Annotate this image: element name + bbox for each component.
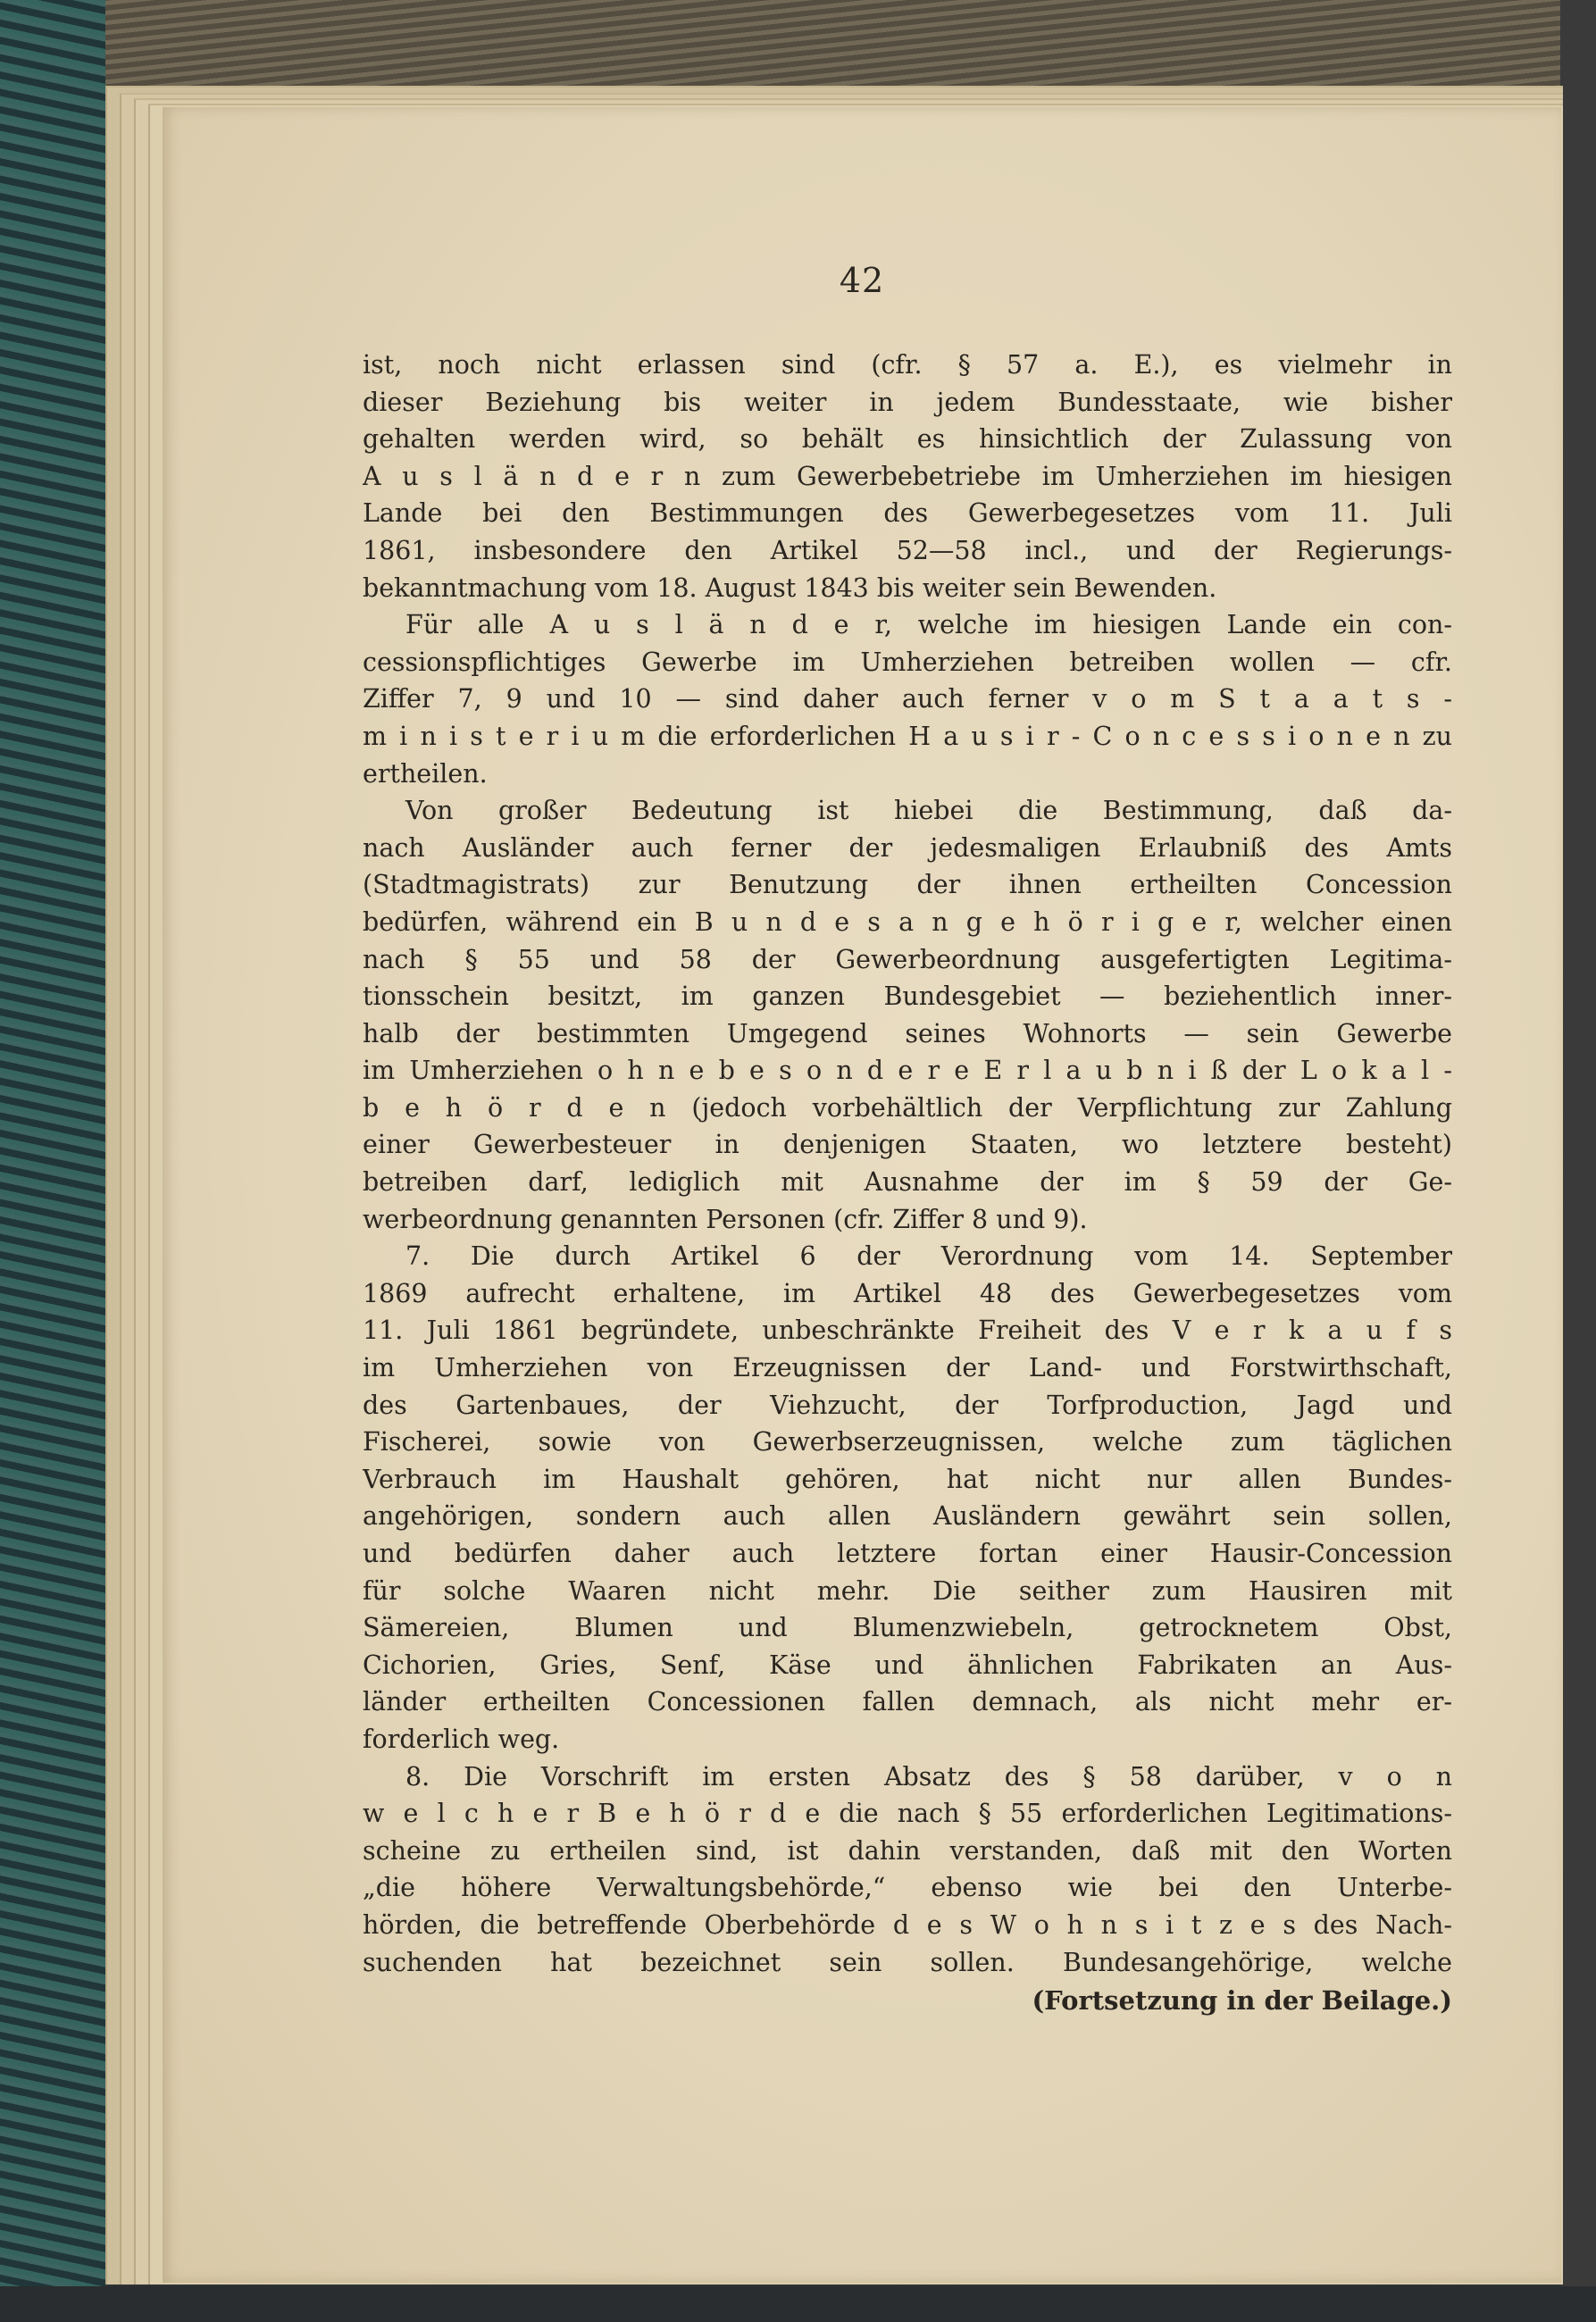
text-line: w e l c h e r B e h ö r d e die nach § 55 erforderlichen Legitimations- — [363, 1799, 1452, 1829]
text-line: des Gartenbaues, der Viehzucht, der Torfproduction, Jagd und — [363, 1390, 1452, 1420]
text-line: 1861, insbesondere den Artikel 52—58 incl., und der Regierungs- — [363, 535, 1452, 565]
body-text — [363, 347, 1452, 2020]
text-line: hörden, die betreffende Oberbehörde d e s W o h n s i t z e s des Nach- — [363, 1909, 1452, 1940]
text-line: Von großer Bedeutung ist hiebei die Bestimmung, daß da- — [405, 796, 1452, 826]
text-line: Cichorien, Gries, Senf, Käse und ähnlichen Fabrikaten an Aus- — [363, 1650, 1452, 1680]
text-line: dieser Beziehung bis weiter in jedem Bundesstaate, wie bisher — [363, 387, 1452, 417]
text-line: suchenden hat bezeichnet sein sollen. Bundesangehörige, welche — [363, 1947, 1452, 1977]
text-line: Fischerei, sowie von Gewerbserzeugnissen, welche zum täglichen — [363, 1427, 1452, 1458]
text-line: 11. Juli 1861 begründete, unbeschränkte Freiheit des V e r k a u f s — [363, 1316, 1452, 1346]
text-line: b e h ö r d e n (jedoch vorbehältlich der Verpflichtung zur Zahlung — [363, 1092, 1452, 1123]
text-line: (Stadtmagistrats) zur Benutzung der ihnen ertheilten Concession — [363, 870, 1452, 900]
book-right-edge — [1560, 0, 1596, 2322]
text-line: und bedürfen daher auch letztere fortan einer Hausir-Concession — [363, 1539, 1452, 1568]
text-line: A u s l ä n d e r n zum Gewerbebetriebe im Umherziehen im hiesigen — [363, 461, 1452, 491]
text-line: im Umherziehen o h n e b e s o n d e r e E r l a u b n i ß der L o k a l - — [363, 1056, 1452, 1086]
text-line: Ziffer 7, 9 und 10 — sind daher auch ferner v o m S t a a t s - — [363, 684, 1452, 714]
text-line: nach § 55 und 58 der Gewerbeordnung ausgefertigten Legitima- — [363, 944, 1452, 974]
text-line: länder ertheilten Concessionen fallen demnach, als nicht mehr er- — [363, 1687, 1452, 1717]
text-line: ist, noch nicht erlassen sind (cfr. § 57 a. E.), es vielmehr in — [363, 350, 1452, 380]
page-number: 42 — [839, 261, 885, 300]
book-bottom-edge — [0, 2286, 1596, 2322]
text-line: nach Ausländer auch ferner der jedesmaligen Erlaubniß des Amts — [363, 832, 1452, 863]
text-line: gehalten werden wird, so behält es hinsichtlich der Zulassung von — [363, 424, 1452, 455]
text-line: m i n i s t e r i u m die erforderlichen H a u s i r - C o n c e s s i o n e n zu — [363, 721, 1452, 751]
book-binding — [0, 0, 105, 2322]
text-line: tionsschein besitzt, im ganzen Bundesgebiet — beziehentlich inner- — [363, 981, 1452, 1012]
text-line: bedürfen, während ein B u n d e s a n g e h ö r i g e r, welcher einen — [363, 906, 1452, 937]
text-line: Sämereien, Blumen und Blumenzwiebeln, getrocknetem Obst, — [363, 1613, 1452, 1643]
book-top-edge — [0, 0, 1596, 86]
text-line: im Umherziehen von Erzeugnissen der Land- und Forstwirthschaft, — [363, 1353, 1452, 1383]
text-line: 7. Die durch Artikel 6 der Verordnung vom 14. September — [405, 1241, 1452, 1272]
text-line: 8. Die Vorschrift im ersten Absatz des § 58 darüber, v o n — [405, 1761, 1452, 1792]
text-line: „die höhere Verwaltungsbehörde,“ ebenso wie bei den Unterbe- — [363, 1873, 1452, 1903]
text-line: forderlich weg. — [363, 1724, 560, 1754]
text-line: 1869 aufrecht erhaltene, im Artikel 48 des Gewerbegesetzes vom — [363, 1278, 1452, 1308]
text-line: angehörigen, sondern auch allen Ausländern gewährt sein sollen, — [363, 1501, 1452, 1532]
text-line: ertheilen. — [363, 758, 488, 789]
text-line: einer Gewerbesteuer in denjenigen Staaten, wo letztere besteht) — [363, 1130, 1452, 1160]
text-line: für solche Waaren nicht mehr. Die seither zum Hausiren mit — [363, 1575, 1452, 1606]
continuation-note: (Fortsetzung in der Beilage.) — [1032, 1985, 1452, 2017]
text-line: scheine zu ertheilen sind, ist dahin verstanden, daß mit den Worten — [363, 1835, 1452, 1866]
text-line: werbeordnung genannten Personen (cfr. Ziffer 8 und 9). — [363, 1204, 1088, 1234]
text-line: Lande bei den Bestimmungen des Gewerbegesetzes vom 11. Juli — [363, 498, 1452, 529]
text-line: halb der bestimmten Umgegend seines Wohnorts — sein Gewerbe — [363, 1018, 1452, 1048]
text-line: cessionspflichtiges Gewerbe im Umherziehen betreiben wollen — cfr. — [363, 647, 1452, 677]
text-line: Verbrauch im Haushalt gehören, hat nicht nur allen Bundes- — [363, 1464, 1452, 1494]
text-line: betreiben darf, lediglich mit Ausnahme der im § 59 der Ge- — [363, 1167, 1452, 1198]
text-lines — [363, 347, 1452, 1981]
text-line: Für alle A u s l ä n d e r, welche im hiesigen Lande ein con- — [405, 610, 1452, 640]
text-line: bekanntmachung vom 18. August 1843 bis weiter sein Bewenden. — [363, 572, 1217, 603]
